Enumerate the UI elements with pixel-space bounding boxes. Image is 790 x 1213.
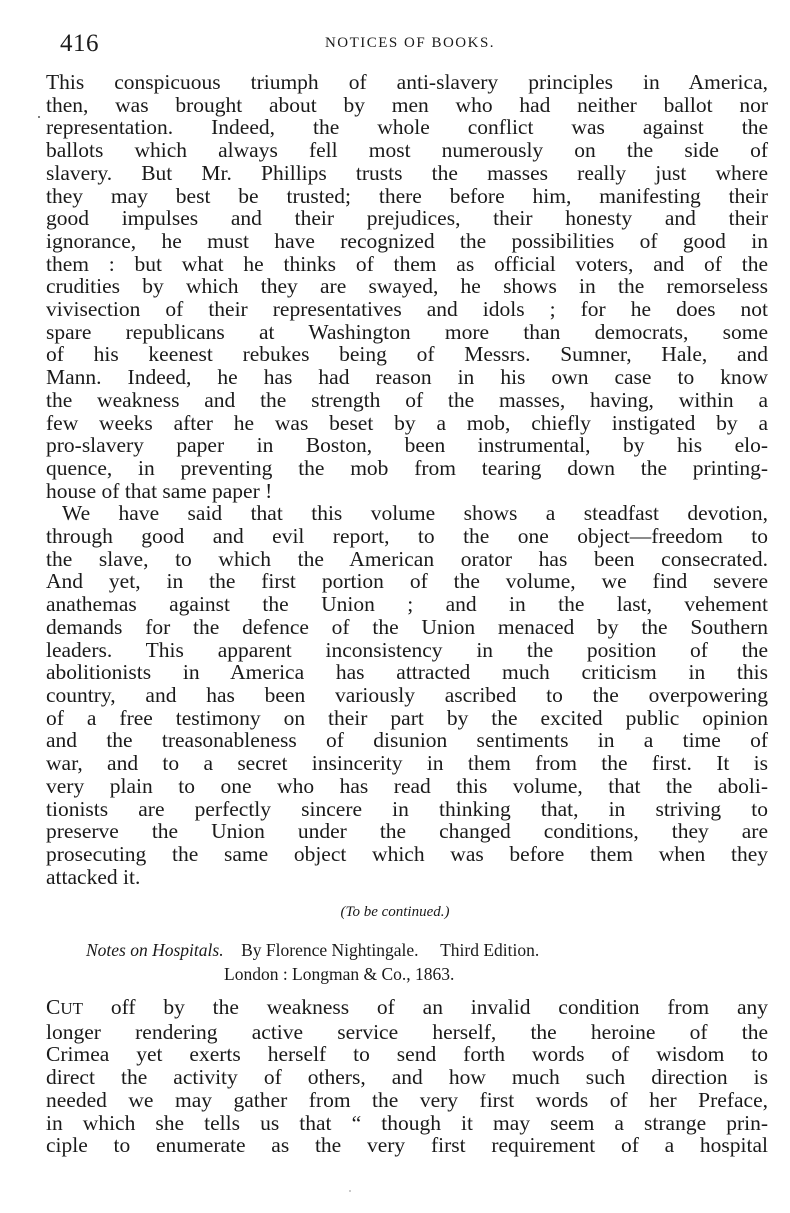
running-head [60, 30, 760, 60]
book-title: Notes on Hospitals. [86, 940, 224, 960]
paragraph-line: We have said that this volume shows a steadfast devotion, [62, 501, 768, 526]
print-speck [349, 1190, 351, 1192]
book-publisher: London : Longman & Co., 1863. [224, 964, 455, 984]
paragraph-line: spare republicans at Washington more than democrats, some [46, 319, 768, 344]
print-speck [38, 116, 40, 118]
book-edition: Third Edition. [440, 940, 540, 960]
article-continuation [46, 71, 768, 888]
paragraph-line: Mann. Indeed, he has had reason in his own case to know [46, 365, 768, 390]
paragraph-line: And yet, in the first portion of the volume, we find severe [46, 569, 768, 594]
paragraph-line: This conspicuous triumph of anti-slavery principles in America, [46, 70, 768, 94]
lead-small-caps: UT [60, 999, 84, 1018]
paragraph-line: and the treasonableness of disunion sentiments in a time of [46, 728, 768, 753]
paragraph-line: them : but what he thinks of them as official voters, and of the [46, 251, 768, 276]
paragraph-line: abolitionists in America has attracted much criticism in this [46, 660, 768, 685]
paragraph-line: leaders. This apparent inconsistency in the position of the [46, 637, 768, 662]
paragraph-line: representation. Indeed, the whole conflict was against the [46, 115, 768, 140]
paragraph-line: then, was brought about by men who had neither ballot nor [46, 92, 768, 117]
paragraph-line: house of that same paper ! [46, 478, 273, 503]
paragraph-line: ballots which always fell most numerously on the side of [46, 138, 768, 163]
paragraph-line: of a free testimony on their part by the excited public opinion [46, 705, 768, 730]
paragraph-line: of his keenest rebukes being of Messrs. Sumner, Hale, and [46, 342, 768, 367]
paragraph-line: ignorance, he must have recognized the possibilities of good in [46, 228, 768, 253]
paragraph-line: slavery. But Mr. Phillips trusts the masses really just where [46, 160, 768, 185]
paragraph-line: war, and to a secret insincerity in them from the first. It is [46, 751, 768, 776]
lead-initial: C [46, 995, 61, 1019]
paragraph-line: the weakness and the strength of the masses, having, within a [46, 387, 768, 412]
continued-note: (To be continued.) [340, 904, 450, 920]
paragraph-line: pro-slavery paper in Boston, been instrumental, by his elo- [46, 433, 768, 458]
paragraph-line: in which she tells us that “ though it may seem a strange prin- [46, 1110, 768, 1135]
paragraph-line: attacked it. [46, 864, 141, 889]
paragraph-line: very plain to one who has read this volume, that the aboli- [46, 773, 768, 798]
paragraph-line: Crimea yet exerts herself to send forth words of wisdom to [46, 1042, 768, 1067]
running-title: NOTICES OF BOOKS. [324, 35, 496, 51]
paragraph-line: demands for the defence of the Union menaced by the Southern [46, 614, 768, 639]
page-number: 416 [60, 30, 99, 57]
paragraph-line: country, and has been variously ascribed to the overpowering [46, 682, 768, 707]
paragraph-line: needed we may gather from the very first words of her Preface, [46, 1087, 768, 1112]
paragraph-line: the slave, to which the American orator has been consecrated. [46, 546, 768, 571]
paragraph-line: longer rendering active service herself, the heroine of the [46, 1019, 768, 1044]
paragraph-line: vivisection of their representatives and idols ; for he does not [46, 297, 768, 322]
paragraph-line: tionists are perfectly sincere in thinking that, in striving to [46, 796, 768, 821]
paragraph-line: anathemas against the Union ; and in the last, vehement [46, 592, 768, 617]
paragraph-line: quence, in preventing the mob from tearing down the printing- [46, 455, 768, 480]
paragraph-line: good impulses and their prejudices, their honesty and their [46, 206, 768, 231]
paragraph-line: they may best be trusted; there before him, manifesting their [46, 183, 768, 208]
book-notice-line-1 [86, 938, 539, 962]
paragraph-line: crudities by which they are swayed, he shows in the remorseless [46, 274, 768, 299]
paragraph-line: through good and evil report, to the one object—freedom to [46, 524, 768, 549]
paragraph-line [46, 996, 768, 1021]
paragraph-line: ciple to enumerate as the very first requirement of a hospital [46, 1133, 768, 1158]
book-author: By Florence Nightingale. [241, 940, 419, 960]
paragraph-line: direct the activity of others, and how much such direction is [46, 1065, 768, 1090]
first-line-rest: off by the weakness of an invalid condition from any [83, 995, 768, 1019]
paragraph-line: few weeks after he was beset by a mob, chiefly instigated by a [46, 410, 768, 435]
paragraph-line: prosecuting the same object which was before them when they [46, 841, 768, 866]
paragraph-line: preserve the Union under the changed conditions, they are [46, 819, 768, 844]
book-notice-body [46, 996, 768, 1157]
